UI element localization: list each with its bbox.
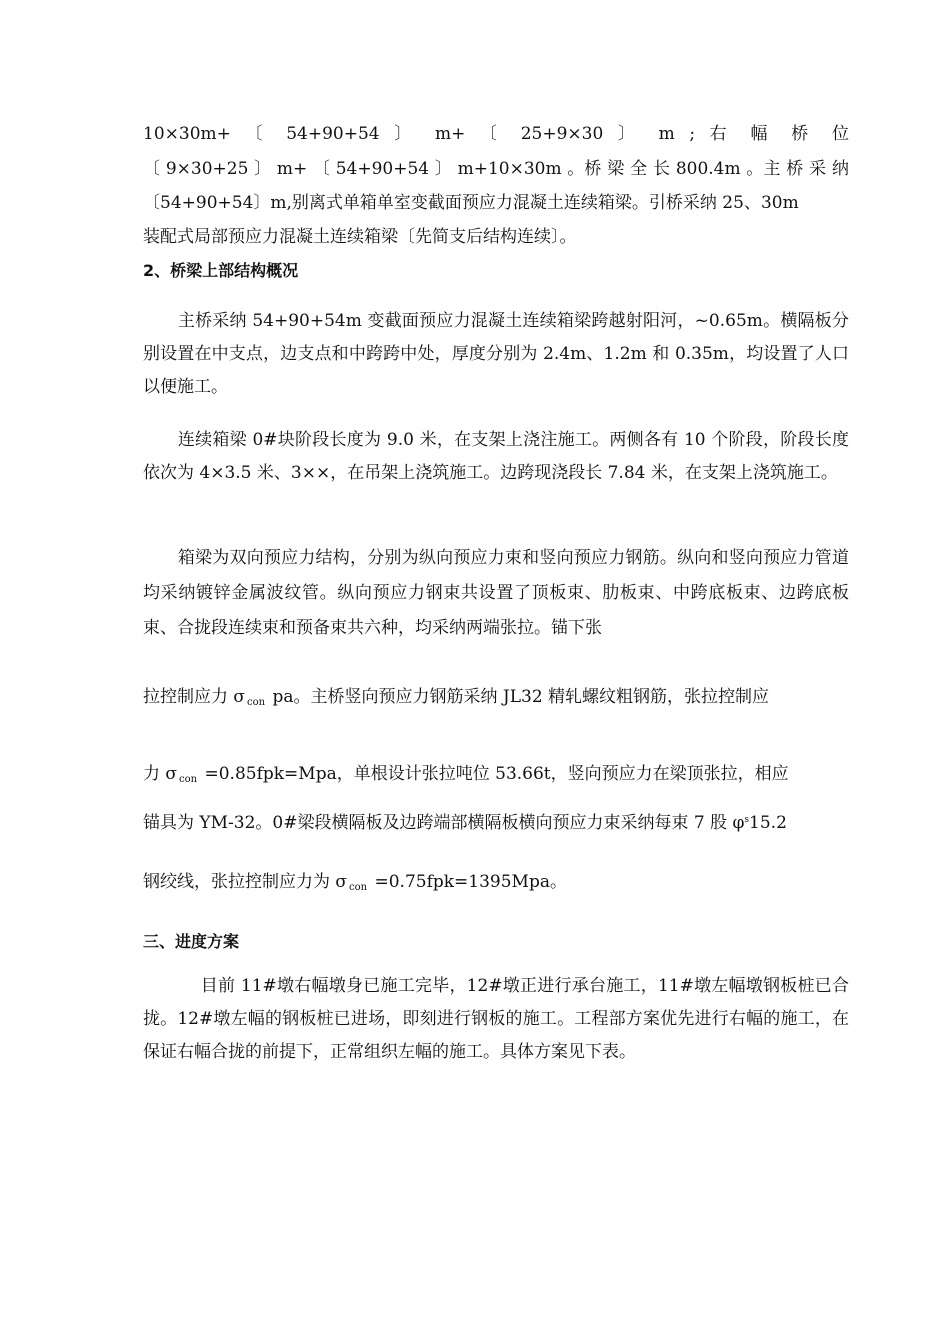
section-2-paragraph-1: 主桥采纳 54+90+54m 变截面预应力混凝土连续箱梁跨越射阳河，~0.65m。横隔板分别设置在中支点，边支点和中跨跨中处，厚度分别为 2.4m、1.2m 和 0.35m，均设置了人口以便施工。 (143, 311, 849, 397)
intro-line-1: 10×30m+ 〔 54+90+54 〕 m+ 〔 25+9×30 〕 m ; 右 幅 桥 位 (143, 124, 849, 144)
subscript-con: con (349, 882, 368, 893)
section-2-paragraph-2: 连续箱梁 0#块阶段长度为 9.0 米，在支架上浇注施工。两侧各有 10 个阶段，阶段长度依次为 4×3.5 米、3××，在吊架上浇筑施工。边跨现浇段长 7.84 米，在支架上浇筑施工。 (143, 430, 849, 483)
section-2-heading: 2、桥梁上部结构概况 (143, 261, 299, 280)
section-2-paragraph-3: 箱梁为双向预应力结构，分别为纵向预应力束和竖向预应力钢筋。纵向和竖向预应力管道均采纳镀锌金属波纹管。纵向预应力钢束共设置了顶板束、肋板束、中跨底板束、边跨底板束、合拢段连续束和预备束共六种，均采纳两端张拉。锚下张 (143, 548, 849, 638)
stress-line-2: 力 σ $_{con}$ =0.85fpk=Mpa，单根设计张拉吨位 53.66t，竖向预应力在梁顶张拉，相应 (143, 764, 789, 785)
intro-line-3: 〔54+90+54〕m,别离式单箱单室变截面预应力混凝土连续箱梁。引桥采纳 25、30m (143, 193, 799, 213)
anchor-line: 锚具为 YM-32。0#梁段横隔板及边跨端部横隔板横向预应力束采纳每束 7 股 $\varphi^s15.2$ (143, 813, 787, 833)
subscript-con: con (247, 697, 266, 708)
subscript-con: con (179, 774, 198, 785)
stress-line-3: 钢绞线，张拉控制应力为 σ $_{con}$ =0.75fpk=1395Mpa。 (143, 872, 567, 893)
intro-line-4: 装配式局部预应力混凝土连续箱梁〔先简支后结构连续〕。 (143, 227, 577, 247)
stress-line-1: 拉控制应力 σ $_{con}$ pa。主桥竖向预应力钢筋采纳 JL32 精轧螺纹粗钢筋，张拉控制应 (143, 687, 770, 708)
intro-line-2: 〔 9×30+25 〕 m+ 〔 54+90+54 〕 m+10×30m 。桥 梁 全 长 800.4m 。主 桥 采 纳 (143, 159, 849, 179)
section-3-paragraph-1: 目前 11#墩右幅墩身已施工完毕，12#墩正进行承台施工，11#墩左幅墩钢板桩已合拢。12#墩左幅的钢板桩已进场，即刻进行钢板的施工。工程部方案优先进行右幅的施工，在保证右幅合拢的前提下，正常组织左幅的施工。具体方案见下表。 (143, 976, 849, 1062)
superscript-s: s (744, 815, 750, 825)
section-3-heading: 三、进度方案 (143, 932, 240, 951)
